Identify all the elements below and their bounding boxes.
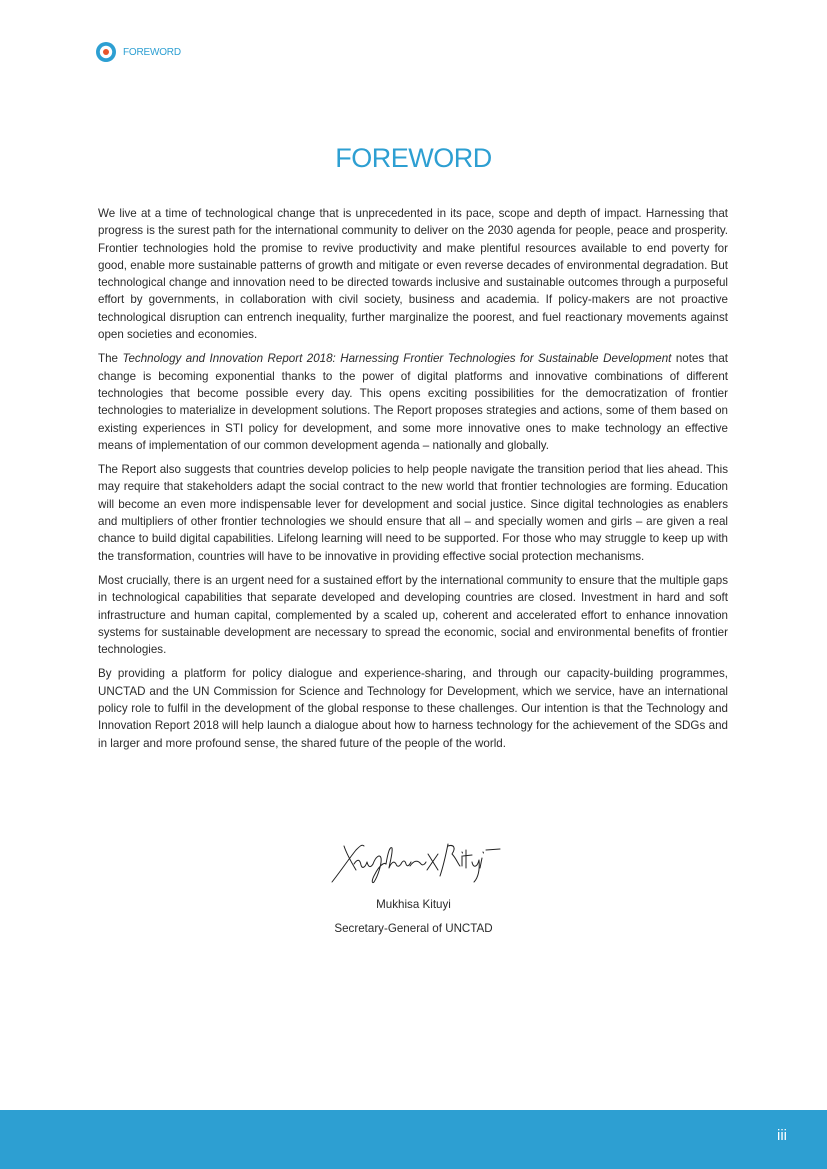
running-header-label: FOREWORD xyxy=(123,46,181,58)
signatory-name: Mukhisa Kituyi xyxy=(376,898,451,911)
report-title-italic: Technology and Innovation Report 2018: Harnessing Frontier Technologies for Sustainable Development xyxy=(122,352,672,366)
paragraph-2 xyxy=(98,350,728,454)
paragraph-1: We live at a time of technological change that is unprecedented in its pace, scope and depth of impact. Harnessing that progress is the surest path for the international community to deliver on the 2030 agenda for people, peace and prosperity. Frontier technologies hold the promise to revive productivity and make plentiful resources available to end poverty for good, enable more sustainable patterns of growth and mitigate or even reverse decades of environmental degradation. But technological change and innovation need to be directed towards inclusive and sustainable outcomes through a purposeful effort by governments, in collaboration with civil society, business and academia. If policy-makers are not proactive technological disruption can entrench inequality, further marginalize the poorest, and fuel reactionary movements against open societies and economies. xyxy=(98,207,728,342)
paragraph-4: Most crucially, there is an urgent need for a sustained effort by the international community to ensure that the multiple gaps in technological capabilities that separate developed and developing countries are closed. Investment in hard and soft infrastructure and human capital, complemented by a scaled up, coherent and accelerated effort to enhance innovation systems for sustainable development are necessary to spread the economic, social and environmental benefits of frontier technologies. xyxy=(98,573,728,657)
page-title: FOREWORD xyxy=(335,143,492,173)
handwritten-signature xyxy=(326,838,502,888)
paragraph-2-lead: The xyxy=(98,352,123,366)
foreword-body xyxy=(98,205,728,759)
paragraph-5: By providing a platform for policy dialogue and experience-sharing, and through our capacity-building programmes, UNCTAD and the UN Commission for Science and Technology for Development, which we service, have an international policy role to fulfil in the development of the global response to these challenges. Our intention is that the Technology and Innovation Report 2018 will help launch a dialogue about how to harness technology for the achievement of the SDGs and in larger and more profound sense, the shared future of the people of the world. xyxy=(98,667,728,750)
paragraph-3: The Report also suggests that countries develop policies to help people navigate the transition period that lies ahead. This may require that stakeholders adapt the social contract to the new world that frontier technologies are forming. Education will become an even more indispensable lever for development and social justice. Since digital technologies as enablers and multipliers of other frontier technologies we should ensure that all – and specially women and girls – are given a real chance to build digital capabilities. Lifelong learning will need to be supported. For those who may struggle to keep up with the transformation, countries will have to be innovative in providing effective social protection mechanisms. xyxy=(98,463,728,563)
footer-bar xyxy=(0,1110,827,1169)
signatory-title: Secretary-General of UNCTAD xyxy=(334,922,493,935)
page-number: iii xyxy=(777,1127,787,1144)
paragraph-2-rest: notes that change is becoming exponential thanks to the power of digital platforms and innovative combinations of different technologies that become possible every day. This opens exciting possibilities for the democratization of frontier technologies to materialize in development solutions. The Report proposes strategies and actions, some of them based on existing experiences in STI policy for development, and some more innovative ones to make technology an effective means of implementation of our common development agenda – nationally and globally. xyxy=(98,352,728,452)
running-header xyxy=(96,42,181,62)
target-icon xyxy=(96,42,116,62)
